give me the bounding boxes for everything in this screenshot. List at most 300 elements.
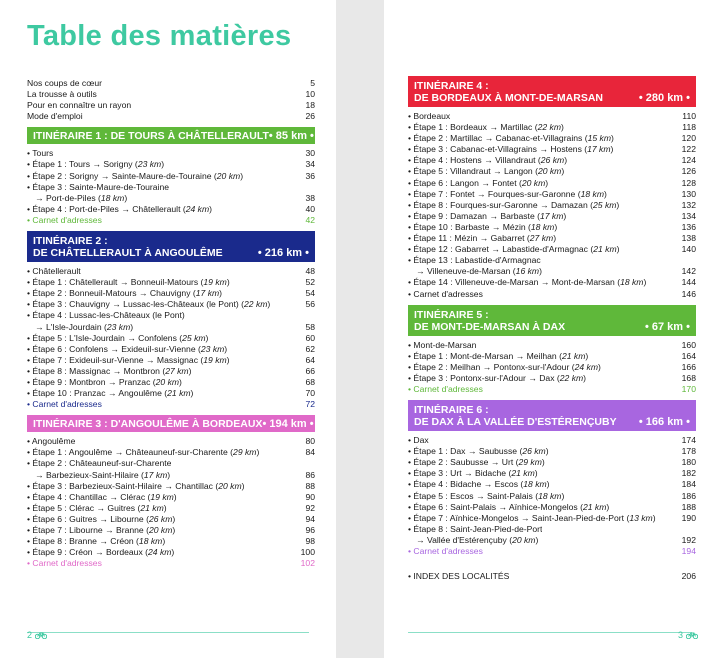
entry-title xyxy=(408,362,601,373)
entry-text: • Étape 2 : Saubusse → Urt ( xyxy=(408,457,519,468)
itinerary-name-line1: ITINÉRAIRE 2 : xyxy=(33,235,108,248)
entry-text-end: ) xyxy=(545,446,549,457)
itinerary-header xyxy=(408,305,696,336)
entry-title xyxy=(408,189,607,200)
entry-text-end: ) xyxy=(188,365,192,376)
entry-page: 188 xyxy=(681,501,696,512)
carnet-entry xyxy=(408,384,696,395)
entry-distance: 25 km xyxy=(593,199,617,210)
entry-text-end: ) xyxy=(190,388,194,399)
toc-entry xyxy=(408,233,696,244)
entry-distance: 22 km xyxy=(559,372,584,383)
entry-distance: 17 km xyxy=(539,210,564,221)
entry-distance: 23 km xyxy=(106,321,131,332)
itinerary-header xyxy=(27,127,315,144)
itinerary-name: ITINÉRAIRE 1 : DE TOURS À CHÂTELLERAULT xyxy=(33,129,269,142)
toc-entry xyxy=(408,435,696,446)
entry-page: 184 xyxy=(681,479,696,490)
itinerary-name-line1: ITINÉRAIRE 6 : xyxy=(414,404,489,417)
itinerary-distance: • 67 km • xyxy=(644,320,690,333)
entry-distance: 24 km xyxy=(574,361,598,372)
entry-text: → L'Isle-Jourdain ( xyxy=(35,321,107,332)
bicycle-icon xyxy=(35,631,47,639)
entry-title xyxy=(408,513,656,524)
entry-text-end: ) xyxy=(172,525,176,535)
entry-distance: 22 km xyxy=(244,299,268,310)
entry-page: 96 xyxy=(305,525,315,535)
page-number-right xyxy=(678,630,698,640)
entry-title xyxy=(408,289,483,300)
entry-page: 144 xyxy=(681,277,696,288)
entry-distance: 20 km xyxy=(148,525,173,535)
entry-title xyxy=(27,399,102,410)
entry-title xyxy=(27,215,102,226)
toc-entry xyxy=(408,468,696,479)
entry-text-end: ) xyxy=(224,343,228,354)
entry-text: • Étape 4 : Hostens → Villandraut ( xyxy=(408,155,541,166)
entry-title xyxy=(408,384,483,395)
entry-title xyxy=(408,111,450,122)
entry-page: 136 xyxy=(681,221,696,232)
entry-title xyxy=(27,388,193,399)
itinerary-header xyxy=(408,76,696,107)
entry-text-end: ) xyxy=(161,159,165,170)
entry-page: 100 xyxy=(300,547,315,558)
entry-title: Pour en connaître un rayon xyxy=(27,100,132,111)
entry-title xyxy=(408,524,542,535)
page-number-text: 2 xyxy=(27,630,33,640)
entry-text: • Étape 6 : Guitres → Libourne ( xyxy=(27,513,149,524)
entry-title xyxy=(27,333,208,344)
toc-entry xyxy=(27,182,315,193)
entry-distance: 27 km xyxy=(165,365,189,376)
entry-title xyxy=(27,171,243,182)
entry-title xyxy=(408,535,538,546)
itinerary-distance: • 216 km • xyxy=(257,247,309,260)
toc-entry xyxy=(408,373,696,384)
entry-page: 146 xyxy=(681,288,696,299)
entry-text-end: ) xyxy=(606,501,610,512)
entry-title xyxy=(408,155,567,166)
toc-entry xyxy=(408,340,696,351)
entry-text-end: ) xyxy=(226,277,230,288)
entry-distance: 17 km xyxy=(195,288,220,299)
toc-entry xyxy=(408,166,696,177)
entry-title xyxy=(408,244,620,255)
entry-text: • Carnet d'adresses xyxy=(27,399,102,410)
entry-distance: 26 km xyxy=(522,446,546,457)
toc-entry xyxy=(408,244,696,255)
entry-page: 192 xyxy=(681,534,696,545)
entry-distance: 18 km xyxy=(580,188,604,199)
toc-entry xyxy=(27,266,315,277)
entry-text-end: ) xyxy=(583,372,587,383)
entry-title xyxy=(408,351,588,362)
entry-page: 122 xyxy=(681,144,696,155)
toc-entry xyxy=(408,255,696,266)
entry-title xyxy=(408,266,542,277)
entry-page: 70 xyxy=(305,388,315,399)
entry-text: • Châtellerault xyxy=(27,266,81,277)
entry-distance: 21 km xyxy=(140,502,164,513)
entry-title xyxy=(27,492,177,503)
toc-entry xyxy=(27,481,315,492)
entry-distance: 18 km xyxy=(538,490,562,501)
entry-title xyxy=(408,546,483,557)
entry-distance: 18 km xyxy=(523,479,547,490)
itinerary-2 xyxy=(27,231,315,410)
entry-page: 66 xyxy=(305,365,315,376)
entry-page: 126 xyxy=(681,166,696,177)
entry-text: • Étape 11 : Mézin → Gabarret ( xyxy=(408,233,530,244)
entry-distance: 19 km xyxy=(203,354,227,365)
entry-title xyxy=(27,344,227,355)
entry-page: 40 xyxy=(305,203,315,214)
entry-distance: 19 km xyxy=(150,491,174,502)
entry-text-end: ) xyxy=(173,491,177,502)
entry-distance: 18 km xyxy=(138,536,163,547)
entry-text: • Étape 7 : Libourne → Branne ( xyxy=(27,525,149,535)
entry-text: → Barbezieux-Saint-Hilaire ( xyxy=(35,469,144,480)
toc-entry xyxy=(27,159,315,170)
entry-page: 90 xyxy=(305,491,315,502)
entry-text-end: ) xyxy=(563,210,567,221)
entry-text: • Carnet d'adresses xyxy=(408,546,483,556)
entry-text: • Étape 5 : Villandraut → Langon ( xyxy=(408,166,538,177)
entry-text-end: ) xyxy=(603,188,607,199)
carnet-entry xyxy=(27,399,315,410)
itinerary-name xyxy=(414,309,565,333)
entry-page: 88 xyxy=(305,480,315,491)
entry-distance: 15 km xyxy=(587,133,611,144)
entry-title xyxy=(27,266,81,277)
entry-page: 52 xyxy=(305,277,315,288)
entry-distance: 23 km xyxy=(200,343,225,354)
entry-page: 98 xyxy=(305,536,315,547)
entry-title xyxy=(408,178,548,189)
entry-title xyxy=(27,536,165,547)
entry-distance: 20 km xyxy=(155,376,180,387)
entry-text-end: ) xyxy=(616,199,620,210)
entry-page: 186 xyxy=(681,490,696,501)
entry-text: • Étape 1 : Mont-de-Marsan → Meilhan ( xyxy=(408,350,562,361)
itinerary-name xyxy=(414,80,603,104)
entry-text-end: ) xyxy=(162,536,166,547)
entry-title xyxy=(408,211,566,222)
toc-entry xyxy=(408,457,696,468)
entry-text: • Étape 3 : Barbezieux-Saint-Hilaire → Chantillac ( xyxy=(27,480,219,491)
entry-page: 140 xyxy=(681,244,696,255)
entry-text: • Carnet d'adresses xyxy=(27,214,102,225)
entry-page: 58 xyxy=(305,321,315,332)
entry-text-end: ) xyxy=(205,332,209,343)
entry-distance: 26 km xyxy=(148,513,173,524)
itinerary-distance: • 194 km • xyxy=(262,417,314,430)
entry-title xyxy=(27,159,164,170)
toc-entry xyxy=(408,351,696,362)
itinerary-name-line2: DE DAX À LA VALLÉE D'ESTÉRENÇUBY xyxy=(414,416,617,429)
entry-text: • Étape 3 : Cabanac-et-Villagrains → Hostens ( xyxy=(408,144,588,155)
entry-page: 60 xyxy=(305,332,315,343)
entry-page: 180 xyxy=(681,457,696,468)
entry-title xyxy=(408,491,564,502)
carnet-entry xyxy=(408,546,696,557)
entry-text: • Étape 5 : Clérac → Guitres ( xyxy=(27,502,141,513)
entry-title xyxy=(408,446,549,457)
entry-text-end: ) xyxy=(179,376,182,387)
entry-text: • Étape 2 : Meilhan → Pontonx-sur-l'Adour ( xyxy=(408,361,575,372)
entry-distance: 20 km xyxy=(521,177,546,188)
entry-page: 190 xyxy=(681,512,696,523)
entry-text-end: ) xyxy=(643,277,647,288)
entry-distance: 27 km xyxy=(529,233,554,244)
toc-entry xyxy=(408,362,696,373)
entry-title xyxy=(408,144,613,155)
entry-text: • Étape 6 : Langon → Fontet ( xyxy=(408,177,522,188)
itinerary-header xyxy=(408,400,696,431)
entry-page: 34 xyxy=(305,159,315,170)
entry-text-end: ) xyxy=(130,321,134,332)
entry-title xyxy=(27,366,191,377)
entry-title xyxy=(408,277,646,288)
entry-text: • Étape 4 : Chantillac → Clérac ( xyxy=(27,491,151,502)
entry-text-end: ) xyxy=(172,513,176,524)
entry-title xyxy=(408,222,557,233)
index-row xyxy=(408,571,696,582)
itinerary-distance: • 85 km • xyxy=(268,129,314,142)
toc-entry xyxy=(27,492,315,503)
toc-entry xyxy=(408,446,696,457)
entry-title: Nos coups de cœur xyxy=(27,78,102,88)
entry-text: • Étape 2 : Bonneuil-Matours → Chauvigny ( xyxy=(27,288,196,299)
entry-distance: 18 km xyxy=(620,277,644,288)
entry-distance: 22 km xyxy=(537,122,561,133)
itinerary-name-line1: ITINÉRAIRE 4 : xyxy=(414,80,489,92)
left-page xyxy=(0,0,336,658)
entry-text-end: ) xyxy=(597,361,601,372)
itinerary-name: ITINÉRAIRE 3 : D'ANGOULÊME À BORDEAUX xyxy=(33,417,263,430)
entry-text: • Étape 1 : Bordeaux → Martillac ( xyxy=(408,122,538,133)
entry-page: 56 xyxy=(305,299,315,310)
itinerary-header xyxy=(27,415,315,432)
entry-distance: 20 km xyxy=(216,170,241,181)
entry-page: 160 xyxy=(681,339,696,350)
entry-page: 36 xyxy=(305,170,315,181)
entry-text-end: ) xyxy=(240,170,244,181)
itinerary-distance: • 280 km • xyxy=(638,92,690,104)
entry-text: • Étape 3 : Urt → Bidache ( xyxy=(408,468,512,479)
entry-title xyxy=(27,182,169,193)
entry-page: 182 xyxy=(681,468,696,479)
entry-text-end: ) xyxy=(610,144,614,155)
toc-entry xyxy=(27,322,315,333)
entry-title xyxy=(27,503,167,514)
entry-text-end: ) xyxy=(535,534,539,545)
entry-title xyxy=(27,458,171,469)
toc-entry xyxy=(27,388,315,399)
entry-text: • Étape 8 : Branne → Créon ( xyxy=(27,536,139,547)
entry-page: 72 xyxy=(305,399,315,410)
entry-title xyxy=(27,148,53,159)
entry-text-end: ) xyxy=(652,512,656,523)
entry-text: • Carnet d'adresses xyxy=(408,288,483,299)
entry-text: • Étape 13 : Labastide-d'Armagnac xyxy=(408,255,541,266)
entry-distance: 20 km xyxy=(512,534,536,545)
entry-text-end: ) xyxy=(545,177,549,188)
entry-title xyxy=(408,255,541,266)
entry-page: 86 xyxy=(305,469,315,480)
entry-text: • Étape 2 : Châteauneuf-sur-Charente xyxy=(27,458,172,469)
entry-page: 80 xyxy=(305,436,315,447)
itinerary-3 xyxy=(27,415,315,569)
entry-page: 92 xyxy=(305,502,315,513)
toc-entry xyxy=(408,491,696,502)
toc-entry xyxy=(408,513,696,524)
entry-text-end: ) xyxy=(167,469,171,480)
itinerary-5 xyxy=(408,305,696,395)
bicycle-icon xyxy=(686,631,698,639)
toc-entry xyxy=(27,277,315,288)
entry-page: 48 xyxy=(305,266,315,277)
entry-page: 168 xyxy=(681,372,696,383)
toc-entry xyxy=(408,122,696,133)
entry-text: • Étape 7 : Fontet → Fourques-sur-Garonne ( xyxy=(408,188,581,199)
entry-text-end: ) xyxy=(534,468,538,479)
entry-text-end: ) xyxy=(561,166,565,177)
entry-text-end: ) xyxy=(124,192,128,203)
entry-title xyxy=(408,457,545,468)
entry-page: 38 xyxy=(305,192,315,203)
entry-title xyxy=(27,447,259,458)
carnet-entry xyxy=(27,558,315,569)
right-page xyxy=(384,0,720,658)
page-title: Table des matières xyxy=(27,20,292,52)
toc-entry xyxy=(408,222,696,233)
toc-entry xyxy=(27,366,315,377)
entry-page: 54 xyxy=(305,288,315,299)
entry-text-end: ) xyxy=(267,299,271,310)
entry-distance: 29 km xyxy=(518,457,542,468)
entry-text: • Bordeaux xyxy=(408,111,451,121)
entry-text: • Étape 10 : Barbaste → Mézin ( xyxy=(408,221,531,232)
left-column xyxy=(27,78,315,569)
entry-text-end: ) xyxy=(616,244,620,255)
toc-entry xyxy=(408,178,696,189)
entry-page: 142 xyxy=(681,266,696,277)
entry-title: La trousse à outils xyxy=(27,89,97,100)
entry-page: 130 xyxy=(681,188,696,199)
footer-rule xyxy=(27,632,309,633)
entry-text-end: ) xyxy=(554,221,558,232)
index-entry xyxy=(408,571,696,582)
toc-entry xyxy=(27,547,315,558)
entry-title xyxy=(408,122,564,133)
entry-text: → Port-de-Piles ( xyxy=(35,192,101,203)
footer-rule xyxy=(408,632,692,633)
toc-entry xyxy=(27,288,315,299)
entry-text: • Étape 5 : L'Isle-Jourdain → Confolens ( xyxy=(27,332,183,343)
toc-entry xyxy=(408,524,696,535)
entry-text: • Étape 1 : Dax → Saubusse ( xyxy=(408,446,523,457)
toc-entry xyxy=(408,189,696,200)
toc-entry xyxy=(27,148,315,159)
entry-title xyxy=(27,299,270,310)
itinerary-name xyxy=(33,235,223,259)
entry-title xyxy=(27,288,222,299)
entry-page: 62 xyxy=(305,343,315,354)
toc-entry xyxy=(408,266,696,277)
entry-page: 128 xyxy=(681,177,696,188)
entry-title xyxy=(408,502,609,513)
entry-distance: 21 km xyxy=(561,350,586,361)
entry-text: • Tours xyxy=(27,148,54,159)
itinerary-name-line1: ITINÉRAIRE 5 : xyxy=(414,308,489,321)
entry-title xyxy=(408,340,476,351)
toc-entry xyxy=(27,377,315,388)
entry-text: • Angoulême xyxy=(27,436,76,447)
entry-page: 174 xyxy=(681,435,696,446)
entry-text: • Étape 4 : Port-de-Piles → Châtellerault ( xyxy=(27,203,186,214)
entry-page: 178 xyxy=(681,446,696,457)
entry-title xyxy=(27,558,102,569)
entry-distance: 19 km xyxy=(203,277,227,288)
toc-entry xyxy=(408,277,696,288)
toc-entry xyxy=(27,470,315,481)
toc-entry xyxy=(27,503,315,514)
entry-distance: 20 km xyxy=(218,480,242,491)
entry-page: 120 xyxy=(681,133,696,144)
entry-distance: 18 km xyxy=(530,221,555,232)
toc-entry xyxy=(408,479,696,490)
entry-distance: 21 km xyxy=(593,244,617,255)
entry-text: • Étape 6 : Confolens → Exideuil-sur-Vienne ( xyxy=(27,343,201,354)
entry-distance: 13 km xyxy=(629,512,653,523)
index-title: • INDEX DES LOCALITÉS xyxy=(408,571,510,582)
entry-text: • Étape 2 : Martillac → Cabanac-et-Villagrains ( xyxy=(408,133,588,144)
entry-page: 118 xyxy=(682,122,696,133)
entry-title xyxy=(27,277,230,288)
entry-text: • Étape 9 : Créon → Bordeaux ( xyxy=(27,547,148,558)
itinerary-name-line2: DE MONT-DE-MARSAN À DAX xyxy=(414,320,566,333)
entry-page: 64 xyxy=(305,354,315,365)
entry-page: 5 xyxy=(310,78,315,88)
entry-title xyxy=(27,470,170,481)
entry-text-end: ) xyxy=(585,350,589,361)
toc-entry xyxy=(27,536,315,547)
entry-distance: 21 km xyxy=(167,388,191,399)
entry-text: → Vallée d'Estérençuby ( xyxy=(416,534,513,545)
entry-text-end: ) xyxy=(219,288,223,299)
entry-text: • Étape 3 : Sainte-Maure-de-Touraine xyxy=(27,181,170,192)
itinerary-6 xyxy=(408,400,696,557)
entry-title xyxy=(27,322,133,333)
toc-entry xyxy=(27,78,315,89)
toc-entry xyxy=(408,211,696,222)
toc-entry xyxy=(27,89,315,100)
entry-distance: 25 km xyxy=(182,332,206,343)
entry-text-end: ) xyxy=(209,203,213,214)
toc-entry xyxy=(408,144,696,155)
entry-page: 102 xyxy=(300,558,315,569)
entry-text: • Étape 12 : Gabarret → Labastide-d'Armagnac ( xyxy=(408,244,594,255)
entry-page: 18 xyxy=(305,100,315,111)
entry-text-end: ) xyxy=(553,233,557,244)
toc-entry xyxy=(27,458,315,469)
entry-title xyxy=(27,547,174,558)
toc-entry xyxy=(27,193,315,204)
entry-title xyxy=(408,435,429,446)
itinerary-name xyxy=(414,404,617,428)
